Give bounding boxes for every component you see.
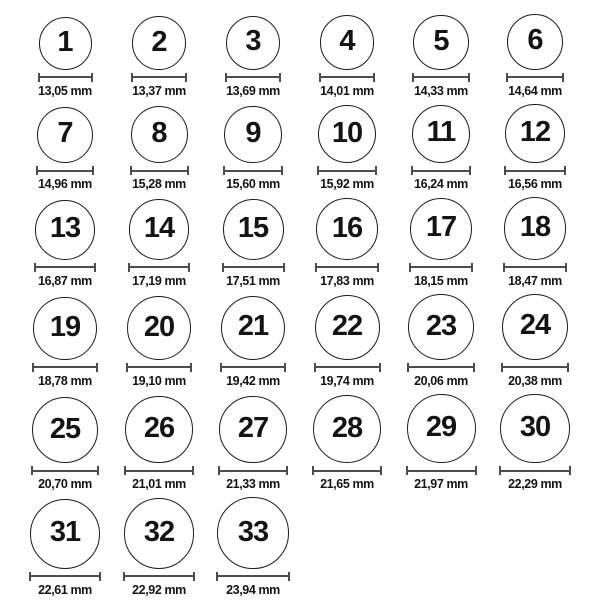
- ring-size-number: 18: [519, 211, 551, 244]
- diameter-measure-line: [218, 466, 288, 475]
- ring-size-number: 27: [237, 412, 269, 445]
- measure-line: [411, 266, 471, 268]
- ring-size-number: 32: [143, 515, 175, 548]
- ring-size-cell: [18, 499, 112, 597]
- diameter-measure-line: [130, 166, 189, 175]
- ring-circle: [221, 296, 285, 360]
- diameter-measure-line: [499, 466, 571, 475]
- diameter-label: 13,37 mm: [132, 83, 186, 98]
- measure-tick-right-icon: [97, 466, 99, 475]
- ring-circle: [37, 107, 93, 163]
- ring-size-number: 17: [425, 211, 457, 244]
- ring-size-number: 26: [143, 412, 175, 445]
- measure-tick-right-icon: [96, 363, 98, 372]
- ring-size-cell: [300, 295, 394, 388]
- diameter-label: 20,38 mm: [508, 373, 562, 388]
- ring-circle: [129, 199, 189, 259]
- diameter-label: 21,01 mm: [132, 477, 186, 492]
- diameter-label: 19,74 mm: [320, 373, 374, 388]
- ring-size-number: 30: [519, 411, 551, 444]
- measure-tick-right-icon: [379, 363, 381, 372]
- ring-size-cell: [488, 104, 582, 191]
- diameter-measure-line: [504, 166, 565, 175]
- ring-size-cell: [488, 294, 582, 388]
- diameter-label: 18,47 mm: [508, 273, 562, 288]
- ring-size-row: [18, 294, 600, 388]
- measure-tick-right-icon: [373, 73, 375, 82]
- diameter-measure-line: [131, 73, 187, 82]
- diameter-label: 19,10 mm: [132, 373, 186, 388]
- ring-size-cell: [394, 105, 488, 192]
- diameter-measure-line: [123, 572, 196, 581]
- measure-line: [33, 470, 98, 472]
- ring-size-row: [18, 197, 600, 288]
- ring-circle: [408, 294, 474, 360]
- ring-size-number: 5: [433, 24, 449, 57]
- ring-circle: [412, 105, 471, 164]
- measure-line: [126, 470, 191, 472]
- measure-line: [506, 170, 563, 172]
- ring-size-cell: [112, 498, 206, 597]
- ring-size-cell: [112, 16, 206, 98]
- ring-circle: [504, 197, 567, 260]
- diameter-label: 21,33 mm: [226, 477, 280, 492]
- ring-size-cell: [18, 107, 112, 191]
- ring-circle: [413, 15, 468, 70]
- diameter-label: 22,29 mm: [508, 477, 562, 492]
- measure-tick-right-icon: [473, 363, 475, 372]
- ring-circle: [315, 295, 380, 360]
- measure-tick-right-icon: [377, 263, 379, 272]
- ring-size-number: 28: [331, 411, 363, 444]
- diameter-label: 17,51 mm: [226, 273, 280, 288]
- ring-circle: [223, 199, 284, 260]
- diameter-label: 15,92 mm: [320, 177, 374, 192]
- diameter-measure-line: [503, 263, 568, 272]
- ring-size-number: 21: [237, 310, 269, 343]
- measure-line: [413, 170, 470, 172]
- ring-size-number: 22: [331, 309, 363, 342]
- diameter-measure-line: [38, 73, 93, 82]
- measure-line: [218, 575, 287, 577]
- measure-line: [508, 76, 562, 78]
- ring-size-cell: [18, 17, 112, 98]
- ring-size-number: 10: [331, 116, 363, 149]
- ring-size-cell: [112, 199, 206, 287]
- diameter-measure-line: [31, 466, 100, 475]
- measure-line: [408, 470, 475, 472]
- diameter-measure-line: [317, 166, 377, 175]
- diameter-measure-line: [128, 263, 190, 272]
- diameter-label: 19,42 mm: [226, 373, 280, 388]
- measure-line: [317, 266, 377, 268]
- ring-size-number: 1: [57, 25, 73, 58]
- measure-tick-right-icon: [288, 572, 290, 581]
- ring-circle: [219, 396, 287, 464]
- measure-tick-right-icon: [284, 363, 286, 372]
- diameter-label: 14,96 mm: [38, 177, 92, 192]
- ring-size-cell: [300, 15, 394, 98]
- ring-size-cell: [488, 197, 582, 288]
- diameter-measure-line: [506, 73, 564, 82]
- measure-line: [503, 366, 567, 368]
- measure-line: [128, 366, 190, 368]
- ring-circle: [217, 497, 288, 568]
- ring-size-number: 8: [151, 117, 167, 150]
- measure-line: [314, 470, 380, 472]
- ring-size-number: 31: [49, 516, 81, 549]
- diameter-measure-line: [315, 263, 379, 272]
- measure-tick-right-icon: [91, 73, 93, 82]
- diameter-label: 14,33 mm: [414, 83, 468, 98]
- diameter-measure-line: [29, 572, 101, 581]
- measure-line: [409, 366, 473, 368]
- measure-line: [505, 266, 566, 268]
- measure-tick-right-icon: [283, 263, 285, 272]
- diameter-measure-line: [412, 73, 469, 82]
- measure-line: [31, 575, 99, 577]
- ring-size-number: 20: [143, 310, 175, 343]
- ring-circle: [500, 394, 570, 464]
- diameter-label: 18,78 mm: [38, 373, 92, 388]
- measure-line: [125, 575, 194, 577]
- ring-size-cell: [488, 394, 582, 492]
- ring-circle: [320, 15, 375, 70]
- ring-size-number: 4: [339, 25, 355, 58]
- ring-size-number: 24: [519, 309, 551, 342]
- ring-circle: [35, 200, 95, 260]
- ring-size-cell: [112, 296, 206, 388]
- diameter-label: 20,06 mm: [414, 373, 468, 388]
- measure-tick-right-icon: [286, 466, 288, 475]
- diameter-measure-line: [501, 363, 569, 372]
- ring-size-cell: [18, 200, 112, 288]
- diameter-measure-line: [223, 166, 283, 175]
- measure-tick-right-icon: [471, 263, 473, 272]
- ring-size-cell: [18, 297, 112, 388]
- measure-tick-right-icon: [188, 263, 190, 272]
- ring-circle: [30, 499, 100, 569]
- measure-line: [321, 76, 374, 78]
- ring-circle: [132, 16, 186, 70]
- ring-size-row: [18, 104, 600, 191]
- measure-tick-right-icon: [190, 363, 192, 372]
- diameter-measure-line: [220, 363, 286, 372]
- diameter-measure-line: [36, 166, 94, 175]
- diameter-measure-line: [124, 466, 193, 475]
- measure-line: [316, 366, 379, 368]
- ring-circle: [313, 395, 381, 463]
- ring-size-cell: [394, 198, 488, 288]
- ring-size-cell: [206, 106, 300, 192]
- measure-tick-right-icon: [193, 572, 195, 581]
- diameter-label: 21,65 mm: [320, 477, 374, 492]
- ring-circle: [316, 198, 378, 260]
- measure-line: [319, 170, 375, 172]
- measure-line: [40, 76, 91, 78]
- ring-size-number: 9: [245, 116, 261, 149]
- measure-tick-right-icon: [469, 166, 471, 175]
- measure-line: [34, 366, 95, 368]
- measure-line: [36, 266, 94, 268]
- ring-size-cell: [394, 394, 488, 491]
- diameter-label: 13,69 mm: [226, 83, 280, 98]
- ring-circle: [224, 106, 282, 164]
- diameter-measure-line: [406, 466, 477, 475]
- ring-size-cell: [394, 294, 488, 388]
- ring-size-row: [18, 14, 600, 98]
- measure-tick-right-icon: [187, 166, 189, 175]
- measure-tick-right-icon: [92, 166, 94, 175]
- ring-size-number: 6: [527, 24, 543, 57]
- measure-tick-right-icon: [99, 572, 101, 581]
- measure-tick-right-icon: [475, 466, 477, 475]
- ring-size-cell: [206, 199, 300, 288]
- ring-size-number: 19: [49, 310, 81, 343]
- ring-size-cell: [300, 395, 394, 491]
- ring-size-number: 25: [49, 412, 81, 445]
- diameter-label: 16,87 mm: [38, 273, 92, 288]
- diameter-label: 13,05 mm: [38, 83, 92, 98]
- ring-circle: [507, 14, 563, 70]
- ring-size-number: 2: [151, 25, 167, 58]
- ring-size-cell: [394, 15, 488, 98]
- measure-tick-right-icon: [279, 73, 281, 82]
- ring-size-row: [18, 394, 600, 492]
- ring-size-cell: [206, 16, 300, 98]
- ring-circle: [502, 294, 568, 360]
- ring-size-number: 14: [143, 212, 175, 245]
- ring-size-number: 16: [331, 211, 363, 244]
- ring-size-cell: [206, 497, 300, 596]
- measure-line: [224, 266, 283, 268]
- measure-tick-right-icon: [94, 263, 96, 272]
- diameter-measure-line: [225, 73, 281, 82]
- diameter-label: 18,15 mm: [414, 273, 468, 288]
- ring-size-cell: [206, 296, 300, 388]
- measure-line: [220, 470, 286, 472]
- diameter-measure-line: [411, 166, 472, 175]
- diameter-measure-line: [319, 73, 376, 82]
- measure-tick-right-icon: [564, 166, 566, 175]
- diameter-label: 20,70 mm: [38, 477, 92, 492]
- diameter-label: 23,94 mm: [226, 582, 280, 597]
- measure-line: [222, 366, 284, 368]
- measure-line: [130, 266, 188, 268]
- ring-size-cell: [300, 198, 394, 288]
- ring-circle: [505, 104, 564, 163]
- measure-line: [414, 76, 467, 78]
- ring-size-cell: [112, 396, 206, 491]
- diameter-label: 16,56 mm: [508, 177, 562, 192]
- diameter-measure-line: [312, 466, 382, 475]
- diameter-label: 14,01 mm: [320, 83, 374, 98]
- diameter-label: 15,60 mm: [226, 177, 280, 192]
- measure-tick-right-icon: [185, 73, 187, 82]
- ring-size-number: 12: [519, 116, 551, 149]
- ring-circle: [39, 17, 92, 70]
- measure-tick-right-icon: [468, 73, 470, 82]
- measure-tick-right-icon: [192, 466, 194, 475]
- diameter-label: 14,64 mm: [508, 83, 562, 98]
- diameter-label: 17,83 mm: [320, 273, 374, 288]
- ring-circle: [33, 297, 96, 360]
- diameter-measure-line: [32, 363, 97, 372]
- diameter-measure-line: [409, 263, 473, 272]
- ring-circle: [124, 498, 195, 569]
- ring-size-row: [18, 497, 600, 596]
- ring-circle: [410, 198, 472, 260]
- ring-size-number: 3: [245, 25, 261, 58]
- diameter-measure-line: [407, 363, 475, 372]
- measure-line: [132, 170, 187, 172]
- measure-line: [501, 470, 569, 472]
- diameter-measure-line: [216, 572, 289, 581]
- diameter-label: 15,28 mm: [132, 177, 186, 192]
- measure-tick-right-icon: [567, 363, 569, 372]
- diameter-label: 16,24 mm: [414, 177, 468, 192]
- diameter-measure-line: [314, 363, 381, 372]
- ring-circle: [226, 16, 280, 70]
- ring-size-number: 29: [425, 411, 457, 444]
- ring-size-cell: [488, 14, 582, 98]
- diameter-label: 22,92 mm: [132, 582, 186, 597]
- ring-size-cell: [206, 396, 300, 492]
- measure-tick-right-icon: [565, 263, 567, 272]
- diameter-label: 21,97 mm: [414, 477, 468, 492]
- diameter-measure-line: [126, 363, 192, 372]
- diameter-label: 22,61 mm: [38, 582, 92, 597]
- diameter-measure-line: [222, 263, 285, 272]
- ring-circle: [407, 394, 476, 463]
- ring-circle: [131, 106, 188, 163]
- ring-size-cell: [300, 105, 394, 191]
- measure-line: [133, 76, 185, 78]
- diameter-label: 17,19 mm: [132, 273, 186, 288]
- measure-tick-right-icon: [375, 166, 377, 175]
- ring-circle: [127, 296, 191, 360]
- ring-size-number: 23: [425, 309, 457, 342]
- ring-circle: [318, 105, 376, 163]
- diameter-measure-line: [34, 263, 96, 272]
- ring-circle: [125, 396, 192, 463]
- ring-size-number: 15: [237, 211, 269, 244]
- measure-tick-right-icon: [281, 166, 283, 175]
- ring-size-number: 13: [49, 212, 81, 245]
- measure-tick-right-icon: [562, 73, 564, 82]
- ring-size-cell: [18, 397, 112, 492]
- measure-tick-right-icon: [380, 466, 382, 475]
- ring-size-number: 7: [57, 117, 73, 150]
- measure-line: [227, 76, 279, 78]
- ring-circle: [32, 397, 99, 464]
- ring-size-number: 33: [237, 515, 269, 548]
- ring-size-number: 11: [426, 116, 456, 149]
- measure-tick-right-icon: [569, 466, 571, 475]
- ring-size-cell: [112, 106, 206, 191]
- measure-line: [38, 170, 92, 172]
- measure-line: [225, 170, 281, 172]
